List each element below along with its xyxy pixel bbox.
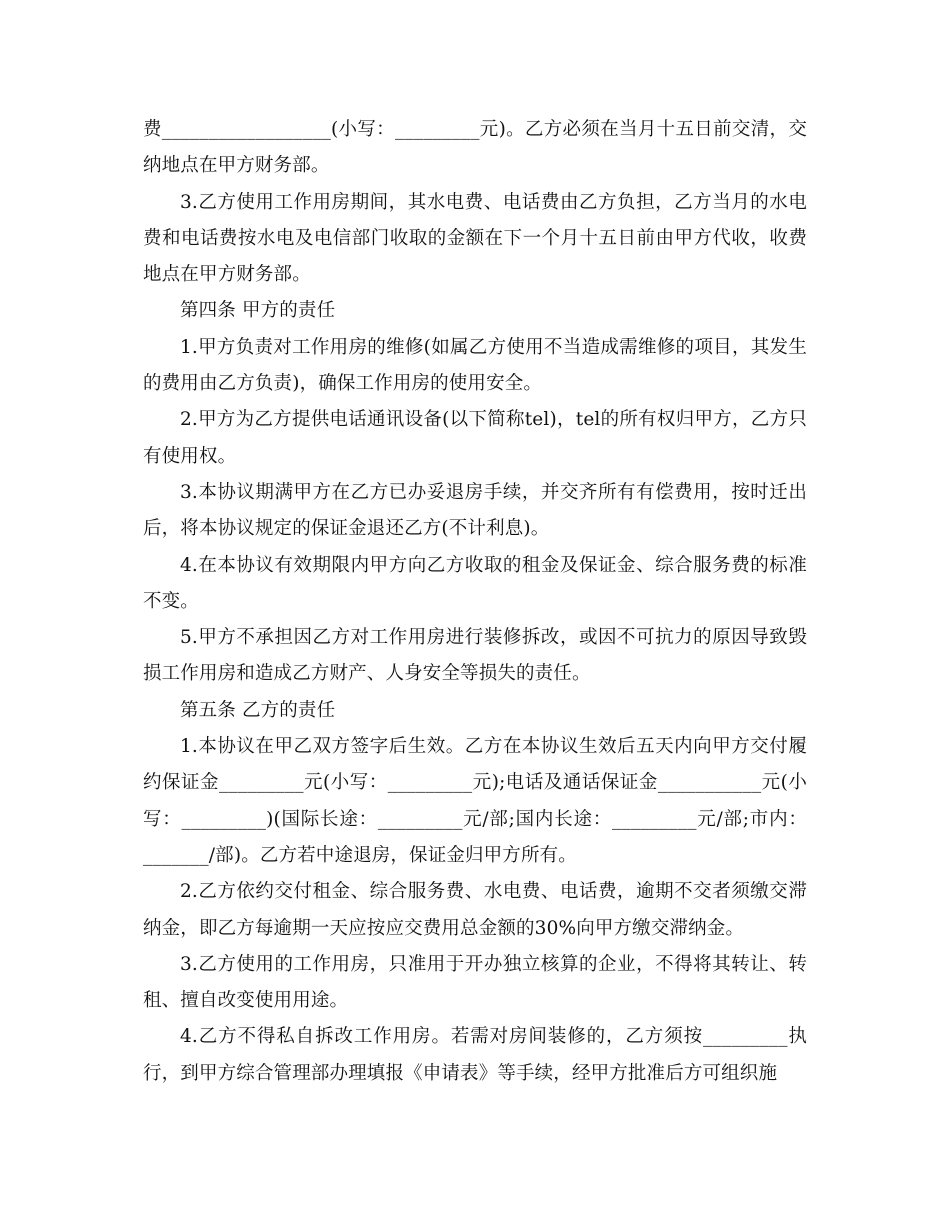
fee-payment-paragraph: 费__________________(小写：_________元)。乙方必须在当月十五日前交清，交纳地点在甲方财务部。 xyxy=(143,119,807,177)
party-a-clause-2: 2.甲方为乙方提供电话通讯设备(以下简称tel)，tel的所有权归甲方，乙方只有使用权。 xyxy=(143,409,807,467)
party-b-clause-2: 2.乙方依约交付租金、综合服务费、水电费、电话费，逾期不交者须缴交滞纳金，即乙方每逾期一天应按应交费用总金额的30%向甲方缴交滞纳金。 xyxy=(143,881,807,939)
utility-fee-clause: 3.乙方使用工作用房期间，其水电费、电话费由乙方负担，乙方当月的水电费和电话费按水电及电信部门收取的金额在下一个月十五日前由甲方代收，收费地点在甲方财务部。 xyxy=(143,191,807,286)
document-body xyxy=(143,112,807,1092)
party-a-clause-1: 1.甲方负责对工作用房的维修(如属乙方使用不当造成需维修的项目，其发生的费用由乙方负责)，确保工作用房的使用安全。 xyxy=(143,336,807,395)
article-5-heading: 第五条 乙方的责任 xyxy=(180,699,336,721)
party-a-clause-3: 3.本协议期满甲方在乙方已办妥退房手续，并交齐所有有偿费用，按时迁出后，将本协议规定的保证金退还乙方(不计利息)。 xyxy=(143,481,807,540)
article-4-heading: 第四条 甲方的责任 xyxy=(180,300,336,322)
party-b-clause-3: 3.乙方使用的工作用房，只准用于开办独立核算的企业，不得将其转让、转租、擅自改变使用用途。 xyxy=(143,953,807,1012)
party-a-clause-4: 4.在本协议有效期限内甲方向乙方收取的租金及保证金、综合服务费的标准不变。 xyxy=(143,554,807,612)
party-b-clause-4: 4.乙方不得私自拆改工作用房。若需对房间装修的，乙方须按_________执行，到甲方综合管理部办理填报《申请表》等手续，经甲方批准后方可组织施 xyxy=(143,1026,807,1084)
party-b-clause-1: 1.本协议在甲乙双方签字后生效。乙方在本协议生效后五天内向甲方交付履约保证金_________元(小写：_________元);电话及通话保证金___________元(小写：_________)(国际长途：_________元/部;国内长途：_________元/部;市内：_______/部)。乙方若中途退房，保证金归甲方所有。 xyxy=(143,736,807,866)
party-a-clause-5: 5.甲方不承担因乙方对工作用房进行装修拆改，或因不可抗力的原因导致毁损工作用房和造成乙方财产、人身安全等损失的责任。 xyxy=(143,627,807,685)
